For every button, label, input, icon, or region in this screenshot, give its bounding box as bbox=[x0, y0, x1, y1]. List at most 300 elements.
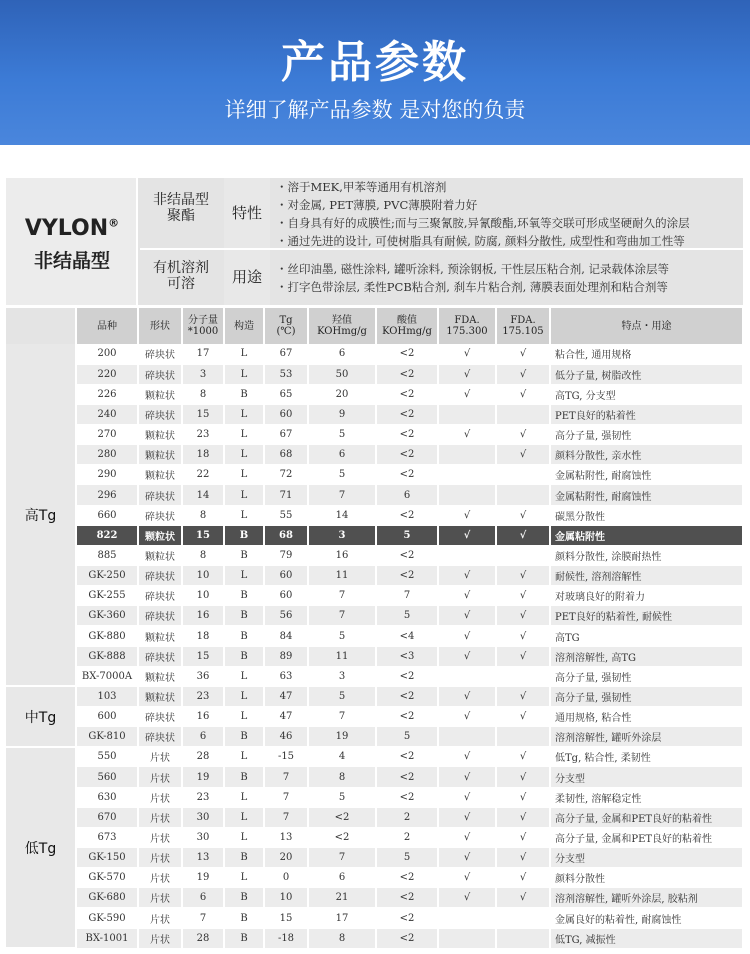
table-cell: <2 bbox=[376, 707, 438, 727]
table-cell: <2 bbox=[376, 666, 438, 686]
group-label: 低Tg bbox=[6, 747, 76, 948]
table-cell: 7 bbox=[308, 848, 376, 868]
table-cell bbox=[438, 445, 496, 465]
table-cell: 8 bbox=[182, 384, 224, 404]
table-cell bbox=[438, 928, 496, 948]
feature-cell: 金属良好的粘着性, 耐腐蚀性 bbox=[550, 908, 743, 928]
table-cell: 片状 bbox=[138, 807, 182, 827]
table-cell: √ bbox=[438, 344, 496, 364]
table-cell: √ bbox=[438, 868, 496, 888]
table-cell: 片状 bbox=[138, 848, 182, 868]
grade-cell: GK-880 bbox=[76, 626, 138, 646]
grade-cell: 673 bbox=[76, 827, 138, 847]
column-header: 羟值 KOHmg/g bbox=[308, 308, 376, 344]
feature-cell: PET良好的粘着性 bbox=[550, 404, 743, 424]
table-cell bbox=[496, 928, 550, 948]
table-cell: L bbox=[224, 425, 264, 445]
table-cell: 15 bbox=[182, 646, 224, 666]
page-subtitle: 详细了解产品参数 是对您的负责 bbox=[224, 98, 526, 122]
table-cell: 67 bbox=[264, 344, 308, 364]
table-cell: 17 bbox=[182, 344, 224, 364]
table-cell: 10 bbox=[264, 888, 308, 908]
table-cell: 2 bbox=[376, 807, 438, 827]
table-cell: L bbox=[224, 344, 264, 364]
table-cell bbox=[496, 465, 550, 485]
column-header: 品种 bbox=[76, 308, 138, 344]
table-cell: √ bbox=[496, 646, 550, 666]
table-cell: <2 bbox=[308, 827, 376, 847]
table-cell: 颗粒状 bbox=[138, 666, 182, 686]
table-cell: 颗粒状 bbox=[138, 384, 182, 404]
category-polyester: 非结晶型 聚酯 bbox=[140, 178, 222, 248]
table-cell: 6 bbox=[376, 485, 438, 505]
feature-cell: 高分子量, 金属和PET良好的粘着性 bbox=[550, 807, 743, 827]
feature-cell: 颜料分散性 bbox=[550, 868, 743, 888]
table-cell: 10 bbox=[182, 586, 224, 606]
table-cell: <2 bbox=[376, 425, 438, 445]
table-cell: <2 bbox=[376, 747, 438, 767]
feature-cell: 金属粘附性, 耐腐蚀性 bbox=[550, 465, 743, 485]
table-cell: B bbox=[224, 767, 264, 787]
table-cell: √ bbox=[496, 606, 550, 626]
feature-cell: 高TG bbox=[550, 626, 743, 646]
grade-cell: GK-888 bbox=[76, 646, 138, 666]
table-cell bbox=[438, 485, 496, 505]
feature-cell: 柔韧性, 溶解稳定性 bbox=[550, 787, 743, 807]
table-cell: √ bbox=[438, 888, 496, 908]
feature-cell: 分支型 bbox=[550, 767, 743, 787]
table-cell: 5 bbox=[376, 727, 438, 747]
table-cell: 7 bbox=[264, 807, 308, 827]
grade-cell: GK-570 bbox=[76, 868, 138, 888]
table-cell: <2 bbox=[376, 364, 438, 384]
feature-cell: 高分子量, 强韧性 bbox=[550, 425, 743, 445]
table-row bbox=[6, 586, 743, 606]
table-cell: 19 bbox=[308, 727, 376, 747]
table-cell: 28 bbox=[182, 928, 224, 948]
table-cell: √ bbox=[438, 646, 496, 666]
table-cell: L bbox=[224, 686, 264, 706]
table-cell: 颗粒状 bbox=[138, 465, 182, 485]
table-cell: L bbox=[224, 868, 264, 888]
page-title: 产品参数 bbox=[281, 37, 469, 88]
table-cell bbox=[496, 727, 550, 747]
grade-cell: 296 bbox=[76, 485, 138, 505]
grade-cell: 885 bbox=[76, 545, 138, 565]
table-cell: 13 bbox=[264, 827, 308, 847]
feature-cell: 粘合性, 通用规格 bbox=[550, 344, 743, 364]
table-cell: √ bbox=[496, 505, 550, 525]
table-cell: √ bbox=[496, 787, 550, 807]
table-cell: 片状 bbox=[138, 928, 182, 948]
table-cell: 53 bbox=[264, 364, 308, 384]
grade-cell: 103 bbox=[76, 686, 138, 706]
table-cell: 56 bbox=[264, 606, 308, 626]
table-cell: 7 bbox=[264, 787, 308, 807]
grade-cell: 240 bbox=[76, 404, 138, 424]
feature-cell: 高分子量, 金属和PET良好的粘着性 bbox=[550, 827, 743, 847]
table-cell: L bbox=[224, 827, 264, 847]
table-cell: 68 bbox=[264, 445, 308, 465]
table-cell: <2 bbox=[376, 505, 438, 525]
table-cell: 19 bbox=[182, 767, 224, 787]
column-header: 分子量 *1000 bbox=[182, 308, 224, 344]
table-cell: 6 bbox=[182, 727, 224, 747]
table-row bbox=[6, 707, 743, 727]
table-cell: 55 bbox=[264, 505, 308, 525]
table-cell: 17 bbox=[308, 908, 376, 928]
table-cell: L bbox=[224, 747, 264, 767]
table-cell: B bbox=[224, 626, 264, 646]
table-cell: 片状 bbox=[138, 767, 182, 787]
table-cell: √ bbox=[438, 787, 496, 807]
group-label: 高Tg bbox=[6, 344, 76, 686]
column-header: FDA. 175.300 bbox=[438, 308, 496, 344]
table-cell: 8 bbox=[182, 545, 224, 565]
grade-cell: GK-150 bbox=[76, 848, 138, 868]
table-cell: 片状 bbox=[138, 787, 182, 807]
table-cell: √ bbox=[438, 767, 496, 787]
table-cell: B bbox=[224, 606, 264, 626]
table-cell: √ bbox=[438, 827, 496, 847]
table-row bbox=[6, 505, 743, 525]
table-cell: B bbox=[224, 908, 264, 928]
table-cell: 50 bbox=[308, 364, 376, 384]
table-cell: 碎块状 bbox=[138, 485, 182, 505]
table-cell: <2 bbox=[376, 928, 438, 948]
table-cell: √ bbox=[496, 384, 550, 404]
table-cell: L bbox=[224, 505, 264, 525]
feature-cell: 金属粘附性 bbox=[550, 525, 743, 545]
brand-type: 非结晶型 bbox=[33, 250, 110, 272]
table-cell: B bbox=[224, 888, 264, 908]
table-row bbox=[6, 807, 743, 827]
table-cell: √ bbox=[496, 848, 550, 868]
table-cell: 8 bbox=[308, 767, 376, 787]
table-cell: √ bbox=[496, 566, 550, 586]
table-cell: L bbox=[224, 566, 264, 586]
table-cell: √ bbox=[438, 505, 496, 525]
table-cell: 71 bbox=[264, 485, 308, 505]
grade-cell: 220 bbox=[76, 364, 138, 384]
table-cell: 16 bbox=[308, 545, 376, 565]
grade-cell: 226 bbox=[76, 384, 138, 404]
brand-name: VYLON® bbox=[24, 216, 120, 241]
table-cell: 20 bbox=[308, 384, 376, 404]
table-cell: 8 bbox=[308, 928, 376, 948]
table-cell: <2 bbox=[308, 807, 376, 827]
table-cell: 16 bbox=[182, 606, 224, 626]
table-row bbox=[6, 686, 743, 706]
table-cell: 47 bbox=[264, 707, 308, 727]
table-cell: 84 bbox=[264, 626, 308, 646]
table-cell: √ bbox=[438, 566, 496, 586]
grade-cell: 630 bbox=[76, 787, 138, 807]
group-label: 中Tg bbox=[6, 686, 76, 746]
feature-cell: 溶剂溶解性, 高TG bbox=[550, 646, 743, 666]
table-cell: 18 bbox=[182, 445, 224, 465]
table-cell bbox=[438, 908, 496, 928]
table-cell bbox=[438, 465, 496, 485]
grade-cell: 660 bbox=[76, 505, 138, 525]
table-row bbox=[6, 606, 743, 626]
table-cell: 79 bbox=[264, 545, 308, 565]
table-row bbox=[6, 525, 743, 545]
grade-cell: BX-1001 bbox=[76, 928, 138, 948]
table-cell: <2 bbox=[376, 545, 438, 565]
table-cell: <2 bbox=[376, 404, 438, 424]
table-cell: 14 bbox=[182, 485, 224, 505]
table-row bbox=[6, 908, 743, 928]
table-row bbox=[6, 827, 743, 847]
table-cell: 60 bbox=[264, 566, 308, 586]
table-cell: √ bbox=[496, 868, 550, 888]
table-cell: 4 bbox=[308, 747, 376, 767]
table-cell: 7 bbox=[308, 606, 376, 626]
column-header bbox=[6, 308, 76, 344]
grade-cell: BX-7000A bbox=[76, 666, 138, 686]
table-cell bbox=[496, 666, 550, 686]
feature-cell: 高分子量, 强韧性 bbox=[550, 666, 743, 686]
table-cell: 颗粒状 bbox=[138, 545, 182, 565]
table-cell: √ bbox=[438, 384, 496, 404]
table-cell: √ bbox=[496, 888, 550, 908]
table-cell: 15 bbox=[264, 908, 308, 928]
feature-cell: 金属粘附性, 耐腐蚀性 bbox=[550, 485, 743, 505]
table-cell: 2 bbox=[376, 827, 438, 847]
table-cell: B bbox=[224, 586, 264, 606]
table-cell: <2 bbox=[376, 566, 438, 586]
table-cell: <2 bbox=[376, 465, 438, 485]
feature-line: ・溶于MEK,甲苯等通用有机溶剂 bbox=[276, 180, 447, 194]
table-cell: 7 bbox=[308, 485, 376, 505]
feature-line: ・对金属, PET薄膜, PVC薄膜附着力好 bbox=[276, 198, 478, 212]
table-cell: 20 bbox=[264, 848, 308, 868]
table-cell: √ bbox=[496, 827, 550, 847]
table-cell: 7 bbox=[308, 586, 376, 606]
table-row bbox=[6, 787, 743, 807]
grade-cell: GK-250 bbox=[76, 566, 138, 586]
table-cell: √ bbox=[496, 767, 550, 787]
table-cell bbox=[496, 545, 550, 565]
table-cell: √ bbox=[438, 807, 496, 827]
table-cell: 碎块状 bbox=[138, 707, 182, 727]
table-cell: 15 bbox=[182, 404, 224, 424]
table-cell: 28 bbox=[182, 747, 224, 767]
table-cell: 片状 bbox=[138, 747, 182, 767]
table-cell: 11 bbox=[308, 566, 376, 586]
table-row bbox=[6, 566, 743, 586]
feature-list bbox=[272, 178, 743, 248]
table-cell bbox=[438, 727, 496, 747]
use-line: ・打字色带涂层, 柔性PCB粘合剂, 刹车片粘合剂, 薄膜表面处理剂和粘合剂等 bbox=[276, 280, 668, 294]
grade-cell: GK-680 bbox=[76, 888, 138, 908]
table-row bbox=[6, 888, 743, 908]
table-row bbox=[6, 344, 743, 364]
table-cell: √ bbox=[438, 848, 496, 868]
table-row bbox=[6, 747, 743, 767]
table-row bbox=[6, 384, 743, 404]
table-row bbox=[6, 404, 743, 424]
table-cell: 碎块状 bbox=[138, 344, 182, 364]
table-cell: 碎块状 bbox=[138, 646, 182, 666]
table-cell: 18 bbox=[182, 626, 224, 646]
table-row bbox=[6, 727, 743, 747]
feature-line: ・通过先进的设计, 可使树脂具有耐候, 防腐, 颜料分散性, 成型性和弯曲加工性等 bbox=[276, 234, 685, 248]
table-cell: <2 bbox=[376, 787, 438, 807]
grade-cell: GK-255 bbox=[76, 586, 138, 606]
table-cell: 60 bbox=[264, 586, 308, 606]
grade-cell: 670 bbox=[76, 807, 138, 827]
table-cell: √ bbox=[438, 525, 496, 545]
table-cell: √ bbox=[438, 747, 496, 767]
table-cell: L bbox=[224, 485, 264, 505]
table-row bbox=[6, 445, 743, 465]
table-cell: 23 bbox=[182, 425, 224, 445]
feature-line: ・自身具有好的成膜性;而与三聚氰胺,异氰酸酯,环氧等交联可形成坚硬耐久的涂层 bbox=[276, 216, 690, 230]
table-cell: 颗粒状 bbox=[138, 445, 182, 465]
feature-cell: 颜料分散性, 涂膜耐热性 bbox=[550, 545, 743, 565]
table-row bbox=[6, 848, 743, 868]
feature-cell: PET良好的粘着性, 耐候性 bbox=[550, 606, 743, 626]
table-cell: 7 bbox=[264, 767, 308, 787]
table-row bbox=[6, 767, 743, 787]
table-cell: √ bbox=[496, 626, 550, 646]
table-cell: <2 bbox=[376, 445, 438, 465]
table-cell: <2 bbox=[376, 767, 438, 787]
table-cell: L bbox=[224, 707, 264, 727]
table-cell bbox=[438, 404, 496, 424]
table-cell bbox=[496, 485, 550, 505]
table-cell: 碎块状 bbox=[138, 364, 182, 384]
table-cell: √ bbox=[438, 606, 496, 626]
table-cell: √ bbox=[438, 425, 496, 445]
table-cell: √ bbox=[496, 525, 550, 545]
table-cell: 碎块状 bbox=[138, 727, 182, 747]
table-cell: 23 bbox=[182, 686, 224, 706]
table-row bbox=[6, 928, 743, 948]
table-cell: √ bbox=[438, 626, 496, 646]
table-cell: 8 bbox=[182, 505, 224, 525]
feature-cell: 高分子量, 强韧性 bbox=[550, 686, 743, 706]
table-cell: 60 bbox=[264, 404, 308, 424]
table-cell: 碎块状 bbox=[138, 404, 182, 424]
table-cell: 22 bbox=[182, 465, 224, 485]
table-cell: √ bbox=[496, 707, 550, 727]
table-cell: L bbox=[224, 404, 264, 424]
grade-cell: 560 bbox=[76, 767, 138, 787]
feature-cell: 耐候性, 溶剂溶解性 bbox=[550, 566, 743, 586]
table-cell: 5 bbox=[308, 686, 376, 706]
table-cell: L bbox=[224, 807, 264, 827]
column-header: 构造 bbox=[224, 308, 264, 344]
table-cell: √ bbox=[438, 364, 496, 384]
feature-cell: 低Tg, 粘合性, 柔韧性 bbox=[550, 747, 743, 767]
table-cell: 5 bbox=[308, 626, 376, 646]
product-spec-sheet bbox=[6, 178, 743, 949]
table-cell: 颗粒状 bbox=[138, 686, 182, 706]
grade-cell: 290 bbox=[76, 465, 138, 485]
table-cell: 5 bbox=[376, 525, 438, 545]
table-cell: 5 bbox=[308, 425, 376, 445]
table-cell: 片状 bbox=[138, 888, 182, 908]
grade-cell: GK-590 bbox=[76, 908, 138, 928]
grade-cell: 822 bbox=[76, 525, 138, 545]
table-row bbox=[6, 868, 743, 888]
table-cell: 67 bbox=[264, 425, 308, 445]
grade-cell: 200 bbox=[76, 344, 138, 364]
table-cell: 10 bbox=[182, 566, 224, 586]
feature-cell: 碳黑分散性 bbox=[550, 505, 743, 525]
use-label: 用途 bbox=[224, 250, 270, 305]
table-cell: 碎块状 bbox=[138, 566, 182, 586]
table-cell: 47 bbox=[264, 686, 308, 706]
table-cell: 23 bbox=[182, 787, 224, 807]
column-header: 特点・用途 bbox=[550, 308, 743, 344]
table-cell: 16 bbox=[182, 707, 224, 727]
intro-block bbox=[6, 178, 743, 305]
table-cell: 6 bbox=[182, 888, 224, 908]
table-cell: B bbox=[224, 727, 264, 747]
table-cell: 6 bbox=[308, 445, 376, 465]
table-cell: 7 bbox=[308, 707, 376, 727]
table-cell: 68 bbox=[264, 525, 308, 545]
table-cell bbox=[496, 908, 550, 928]
table-cell: <2 bbox=[376, 888, 438, 908]
table-header-row bbox=[6, 308, 743, 344]
header-banner bbox=[0, 0, 750, 145]
table-cell: 14 bbox=[308, 505, 376, 525]
table-cell: -15 bbox=[264, 747, 308, 767]
table-cell: √ bbox=[438, 586, 496, 606]
feature-cell: 通用规格, 粘合性 bbox=[550, 707, 743, 727]
brand-box bbox=[6, 178, 138, 305]
table-cell: 5 bbox=[308, 787, 376, 807]
table-cell: -18 bbox=[264, 928, 308, 948]
table-cell: √ bbox=[496, 344, 550, 364]
table-cell bbox=[496, 404, 550, 424]
table-cell: 11 bbox=[308, 646, 376, 666]
table-cell: <2 bbox=[376, 868, 438, 888]
grade-cell: 600 bbox=[76, 707, 138, 727]
table-cell: 5 bbox=[308, 465, 376, 485]
table-cell: √ bbox=[438, 686, 496, 706]
table-cell: B bbox=[224, 928, 264, 948]
feature-label: 特性 bbox=[224, 178, 270, 248]
column-header: FDA. 175.105 bbox=[496, 308, 550, 344]
column-header: 酸值 KOHmg/g bbox=[376, 308, 438, 344]
table-cell: <3 bbox=[376, 646, 438, 666]
table-cell: √ bbox=[438, 707, 496, 727]
table-cell bbox=[438, 545, 496, 565]
table-cell: 6 bbox=[308, 344, 376, 364]
table-cell: 5 bbox=[376, 848, 438, 868]
table-cell: 碎块状 bbox=[138, 606, 182, 626]
feature-cell: 颜料分散性, 亲水性 bbox=[550, 445, 743, 465]
table-cell: L bbox=[224, 445, 264, 465]
table-cell: 9 bbox=[308, 404, 376, 424]
table-cell: 65 bbox=[264, 384, 308, 404]
table-cell: <2 bbox=[376, 384, 438, 404]
category-solvent: 有机溶剂 可溶 bbox=[140, 250, 222, 305]
table-row bbox=[6, 425, 743, 445]
spec-table bbox=[6, 308, 744, 949]
table-cell: <2 bbox=[376, 686, 438, 706]
table-cell: 15 bbox=[182, 525, 224, 545]
table-cell: B bbox=[224, 384, 264, 404]
table-cell: B bbox=[224, 646, 264, 666]
table-row bbox=[6, 465, 743, 485]
